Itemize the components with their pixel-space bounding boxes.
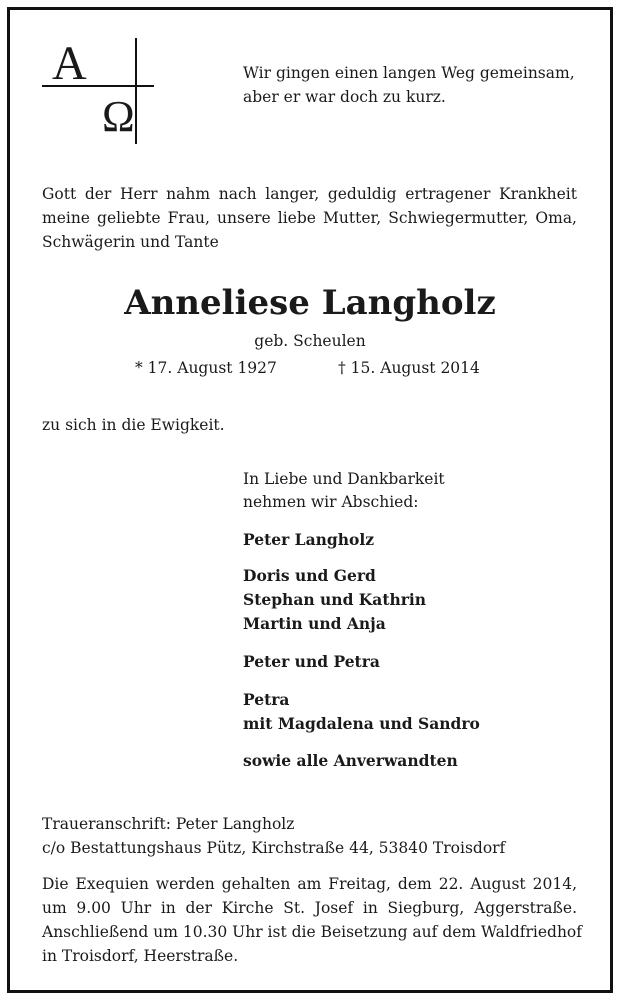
eternity-line: zu sich in die Ewigkeit. <box>42 416 225 434</box>
maiden-name: geb. Scheulen <box>254 332 366 350</box>
farewell-line-1: In Liebe und Dankbarkeit <box>243 470 445 488</box>
service-line-1: Die Exequien werden gehalten am Freitag, dem 22. August 2014, <box>42 875 577 893</box>
deceased-name: Anneliese Langholz <box>124 283 496 323</box>
verse-line-2: aber er war doch zu kurz. <box>243 88 446 106</box>
intro-line-3: Schwägerin und Tante <box>42 233 219 251</box>
mourner-relatives: sowie alle Anverwandten <box>243 751 458 770</box>
alpha-glyph: A <box>52 37 87 90</box>
service-line-3: Anschließend um 10.30 Uhr ist die Beisetzung auf dem Waldfriedhof <box>42 923 582 941</box>
mourner-name: Peter und Petra <box>243 652 380 671</box>
mourner-name: Martin und Anja <box>243 614 386 633</box>
verse-line-1: Wir gingen einen langen Weg gemeinsam, <box>243 64 575 82</box>
service-line-4: in Troisdorf, Heerstraße. <box>42 947 239 965</box>
farewell-line-2: nehmen wir Abschied: <box>243 493 419 511</box>
birth-date: * 17. August 1927 <box>135 359 277 377</box>
omega-glyph: Ω <box>102 92 135 141</box>
mourner-name: Petra <box>243 690 290 709</box>
intro-line-2: meine geliebte Frau, unsere liebe Mutter, Schwiegermutter, Oma, <box>42 209 577 227</box>
mourner-name: Stephan und Kathrin <box>243 590 427 609</box>
cross-vertical-line <box>135 38 137 144</box>
address-line-2: c/o Bestattungshaus Pütz, Kirchstraße 44, 53840 Troisdorf <box>42 839 506 857</box>
intro-paragraph <box>42 182 577 254</box>
mourner-name: mit Magdalena und Sandro <box>243 714 480 733</box>
intro-line-1: Gott der Herr nahm nach langer, geduldig ertragener Krankheit <box>42 185 577 203</box>
service-paragraph <box>42 872 582 968</box>
address-line-1: Traueranschrift: Peter Langholz <box>42 815 295 833</box>
death-date: † 15. August 2014 <box>338 359 480 377</box>
mourner-name: Peter Langholz <box>243 530 375 549</box>
mourner-name: Doris und Gerd <box>243 566 376 585</box>
service-line-2: um 9.00 Uhr in der Kirche St. Josef in Siegburg, Aggerstraße. <box>42 899 577 917</box>
alpha-omega-symbol <box>42 38 154 144</box>
